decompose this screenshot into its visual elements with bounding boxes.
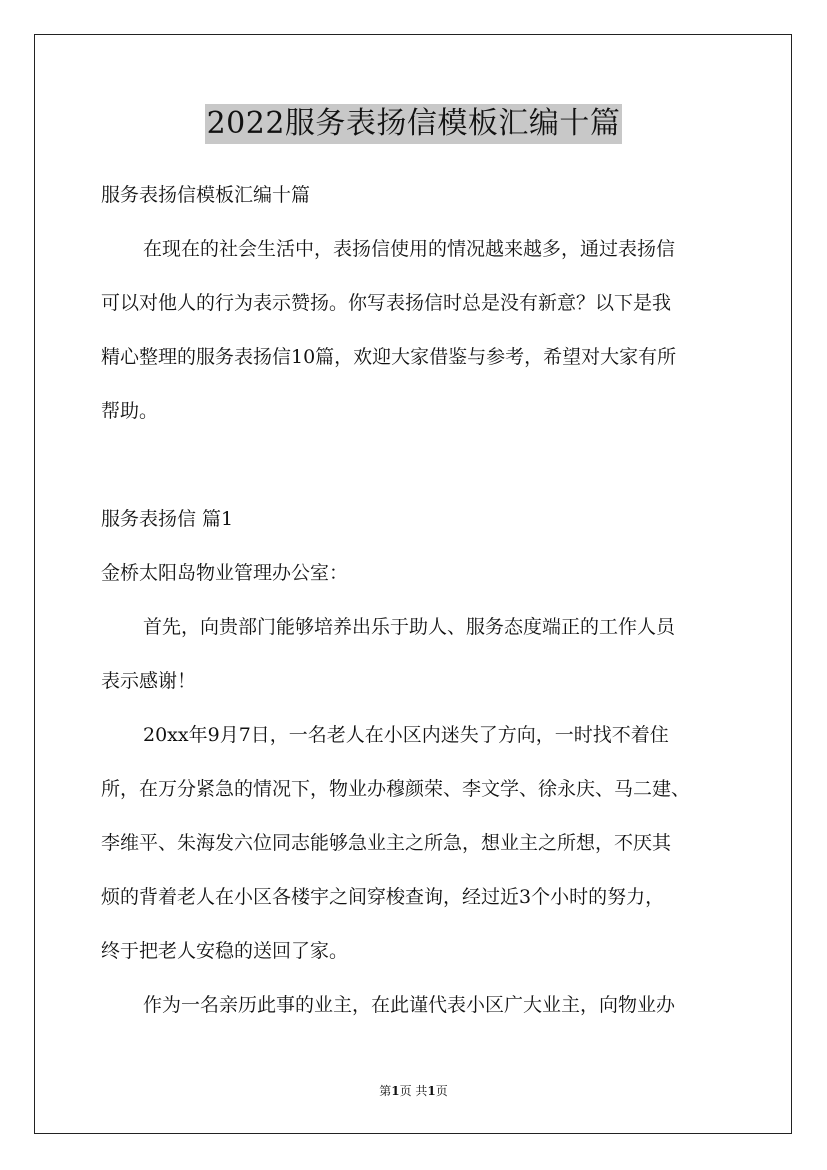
title-container	[0, 104, 827, 144]
paragraph-line: 20xx年9月7日，一名老人在小区内迷失了方向，一时找不着住	[143, 724, 669, 746]
footer-text: 页	[435, 1084, 448, 1098]
paragraph-line: 作为一名亲历此事的业主，在此谨代表小区广大业主，向物业办	[143, 994, 676, 1016]
subtitle-line: 服务表扬信模板汇编十篇	[101, 184, 311, 206]
footer-text: 第	[379, 1084, 392, 1098]
paragraph-line: 烦的背着老人在小区各楼宇之间穿梭查询，经过近3个小时的努力，	[101, 886, 665, 908]
paragraph-line: 在现在的社会生活中，表扬信使用的情况越来越多，通过表扬信	[143, 238, 676, 260]
paragraph-line: 终于把老人安稳的送回了家。	[101, 940, 349, 962]
paragraph-line: 首先，向贵部门能够培养出乐于助人、服务态度端正的工作人员	[143, 616, 676, 638]
section-heading: 服务表扬信 篇1	[101, 508, 234, 530]
paragraph-line: 表示感谢！	[101, 670, 197, 692]
paragraph-line: 精心整理的服务表扬信10篇，欢迎大家借鉴与参考，希望对大家有所	[101, 346, 677, 368]
paragraph-line: 可以对他人的行为表示赞扬。你写表扬信时总是没有新意？以下是我	[101, 292, 672, 314]
paragraph-line: 帮助。	[101, 400, 159, 422]
paragraph-line: 所，在万分紧急的情况下，物业办穆颜荣、李文学、徐永庆、马二建、	[101, 778, 691, 800]
paragraph-line: 李维平、朱海发六位同志能够急业主之所急，想业主之所想，不厌其	[101, 832, 672, 854]
footer-page-total: 1	[427, 1084, 436, 1098]
salutation-line: 金桥太阳岛物业管理办公室：	[101, 562, 349, 584]
footer-text: 页 共	[399, 1084, 428, 1098]
page-footer	[0, 1083, 827, 1099]
document-title: 2022服务表扬信模板汇编十篇	[205, 104, 623, 144]
footer-page-number: 1	[391, 1084, 400, 1098]
